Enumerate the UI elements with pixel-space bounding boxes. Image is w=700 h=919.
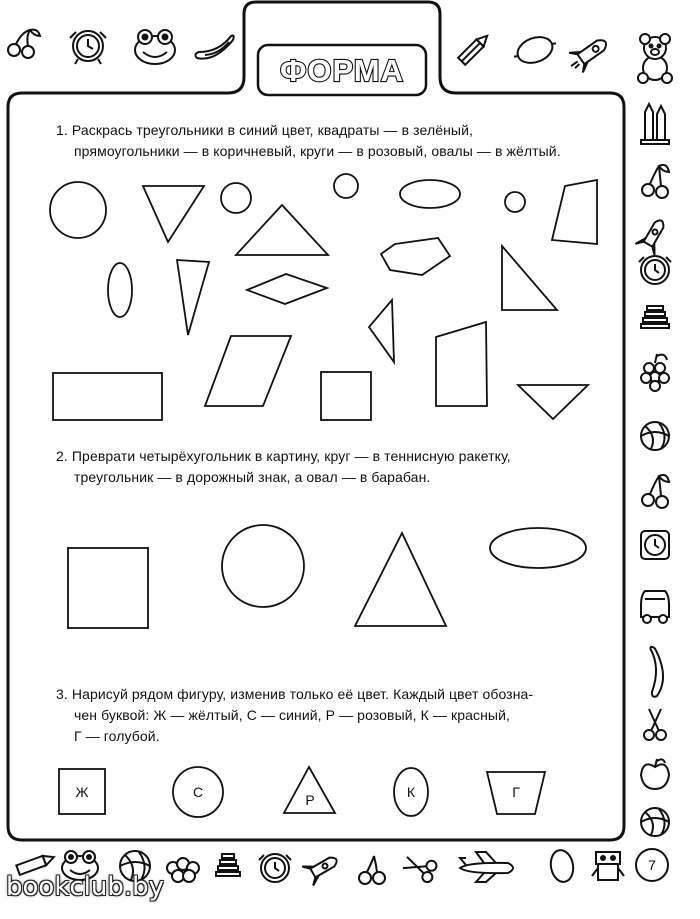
page-number: 7 [635,848,669,882]
shape-quadrilateral [552,180,597,244]
shape-triangle [177,260,209,335]
shape-circle [221,183,251,213]
shape-circle [334,174,358,198]
task-2 [56,446,616,488]
pencils-icon [641,104,669,144]
task-3-line-2: чен буквой: Ж — жёлтый, С — синий, Р — розовый, К — красный, [74,707,510,723]
task-3 [56,684,616,747]
lemon-icon [548,848,575,883]
teddy-bear-icon [638,34,672,83]
svg-text:ФОРМА: ФОРМА [279,53,405,88]
task-1-line-2: прямоугольники — в коричневый, круги — в розовый, овалы — в жёлтый. [74,143,561,159]
shape-triangle [518,385,588,419]
grapes-icon [167,858,199,882]
shape-quadrilateral [436,322,487,406]
task-1-shapes [0,0,640,440]
alarm-clock-icon [641,531,669,559]
grapes-icon [641,354,669,391]
letter-k: К [406,784,416,800]
shape-circle [222,525,304,607]
ice-cream-cone-icon [216,854,240,876]
task-3-line-3: Г — голубой. [74,728,160,744]
shape-triangle [355,533,446,626]
shape-square [321,372,371,420]
task-3-shapes [0,755,640,835]
shape-triangle [502,246,557,310]
banana-icon [635,646,673,698]
task-2-line-1: 2. Преврати четырёхугольник в картину, круг — в теннисную ракетку, [56,448,511,464]
shape-rhombus [247,274,327,304]
task-2-line-2: треугольник — в дорожный знак, а овал — в барабан. [74,469,431,485]
cherries-icon [642,165,669,198]
shape-triangle [369,300,394,362]
shape-rectangle [53,373,162,420]
cherries-icon [359,856,385,884]
letter-r: Р [305,792,315,808]
shape-pentagon [381,238,450,275]
ball-icon [641,422,669,450]
shape-oval [400,180,460,208]
shape-triangle [236,205,328,255]
task-3-line-1: 3. Нарисуй рядом фигуру, изменив только её цвет. Каждый цвет обозна- [56,686,534,702]
airplane-icon [460,852,513,882]
scissors-icon [401,852,438,883]
shape-circle [505,192,525,212]
ice-cream-cone-icon [641,306,669,328]
scissors-icon [644,709,666,740]
shape-triangle [143,186,204,242]
letter-zh: Ж [75,784,89,800]
shape-parallelogram [205,336,291,406]
apple-icon [641,759,669,789]
shape-oval [490,528,586,568]
rocket-icon [635,215,671,255]
task-1-line-1: 1. Раскрась треугольники в синий цвет, квадраты — в зелёный, [56,122,474,138]
cherries-icon [642,475,669,508]
letter-g: Г [512,784,520,800]
shape-oval [108,263,132,317]
alarm-clock-icon [639,256,671,284]
watermark: bookclub.by [6,872,165,902]
shape-circle [50,182,106,238]
rocket-icon [302,850,342,886]
task-2-shapes [0,500,640,650]
robot-icon [592,852,624,880]
ball-icon [641,808,669,836]
letter-s: С [192,784,204,800]
shape-square [68,548,148,628]
car-icon [641,591,669,623]
alarm-clock-icon [259,854,291,882]
